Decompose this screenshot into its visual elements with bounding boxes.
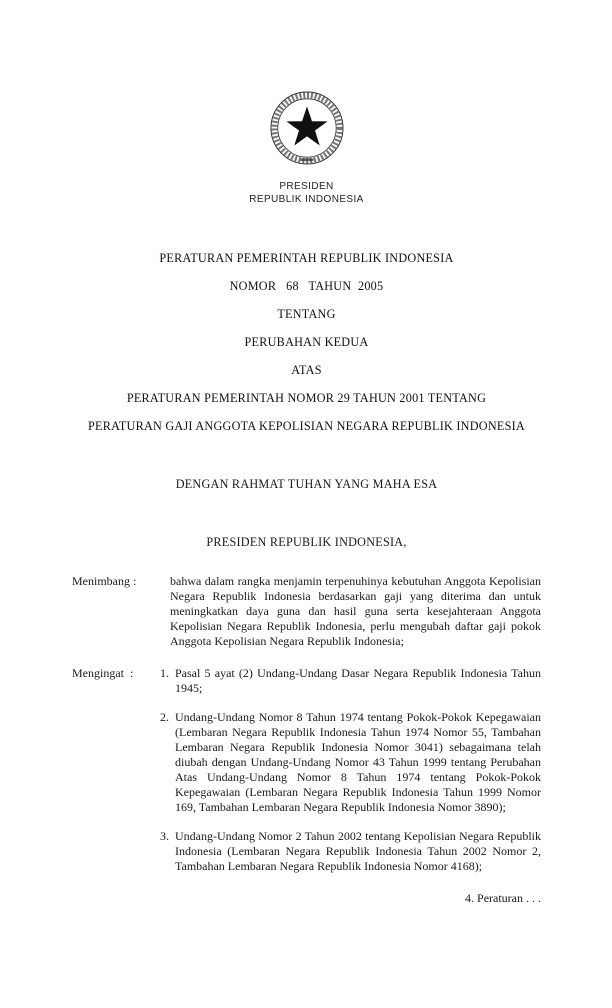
mengingat-item-2 — [160, 710, 541, 815]
star-icon — [286, 106, 327, 145]
item-text: Undang-Undang Nomor 2 Tahun 2002 tentang Kepolisian Negara Republik Indonesia (Lembaran Negara Republik Indonesia Tahun 2002 Nomor 2, Tambahan Lembaran Negara Republik Indonesia Nomor 4168); — [175, 829, 541, 873]
seal-ribbon — [300, 158, 313, 161]
menimbang-paragraph: bahwa dalam rangka menjamin terpenuhinya kebutuhan Anggota Kepolisian Negara Republik Indonesia berdasarkan gaji yang diterima dan untuk meningkatkan daya guna dan hasil guna serta kesejahteraan Anggota Kepolisian Negara Republik Indonesia, perlu mengubah daftar gaji pokok Anggota Kepolisian Negara Republik Indonesia; — [170, 574, 541, 648]
section-menimbang — [72, 574, 541, 649]
item-number: 3. — [160, 829, 169, 843]
title-line-number: NOMOR 68 TAHUN 2005 — [229, 279, 384, 293]
title-line-subject: PERATURAN GAJI ANGGOTA KEPOLISIAN NEGARA REPUBLIK INDONESIA — [88, 419, 525, 433]
letterhead-republik-indonesia: REPUBLIK INDONESIA — [249, 193, 364, 205]
letterhead — [72, 181, 541, 206]
mengingat-body — [160, 666, 541, 874]
mengingat-item-1 — [160, 666, 541, 696]
opening-line: PRESIDEN REPUBLIK INDONESIA, — [206, 535, 407, 549]
mengingat-item-3 — [160, 829, 541, 874]
page-catchword: 4. Peraturan . . . — [465, 891, 541, 905]
item-number: 2. — [160, 710, 169, 724]
presidential-seal-icon — [267, 88, 347, 168]
mengingat-label: Mengingat : — [72, 666, 134, 680]
title-line-regulation: PERATURAN PEMERINTAH REPUBLIK INDONESIA — [159, 251, 454, 265]
item-text: Pasal 5 ayat (2) Undang-Undang Dasar Negara Republik Indonesia Tahun 1945; — [175, 666, 541, 695]
menimbang-label: Menimbang : — [72, 574, 137, 588]
section-mengingat — [72, 666, 541, 874]
title-line-tentang: TENTANG — [277, 307, 336, 321]
title-line-base-regulation: PERATURAN PEMERINTAH NOMOR 29 TAHUN 2001 TENTANG — [126, 391, 487, 405]
seal-container — [72, 88, 541, 173]
title-line-atas: ATAS — [291, 363, 322, 377]
letterhead-presiden: PRESIDEN — [279, 181, 334, 192]
motto-line: DENGAN RAHMAT TUHAN YANG MAHA ESA — [175, 477, 438, 491]
title-block — [72, 252, 541, 433]
item-number: 1. — [160, 666, 169, 680]
item-text: Undang-Undang Nomor 8 Tahun 1974 tentang Pokok-Pokok Kepegawaian (Lembaran Negara Republik Indonesia Tahun 1974 Nomor 55, Tambahan Lembaran Negara Republik Indonesia Nomor 3041) sebagaimana telah diubah dengan Undang-Undang Nomor 43 Tahun 1999 tentang Perubahan Atas Undang-Undang Nomor 8 Tahun 1974 tentang Pokok-Pokok Kepegawaian (Lembaran Negara Republik Indonesia Tahun 1999 Nomor 169, Tambahan Lembaran Negara Republik Indonesia Nomor 3890); — [175, 710, 541, 814]
menimbang-body — [170, 574, 541, 649]
title-line-perubahan: PERUBAHAN KEDUA — [244, 335, 369, 349]
